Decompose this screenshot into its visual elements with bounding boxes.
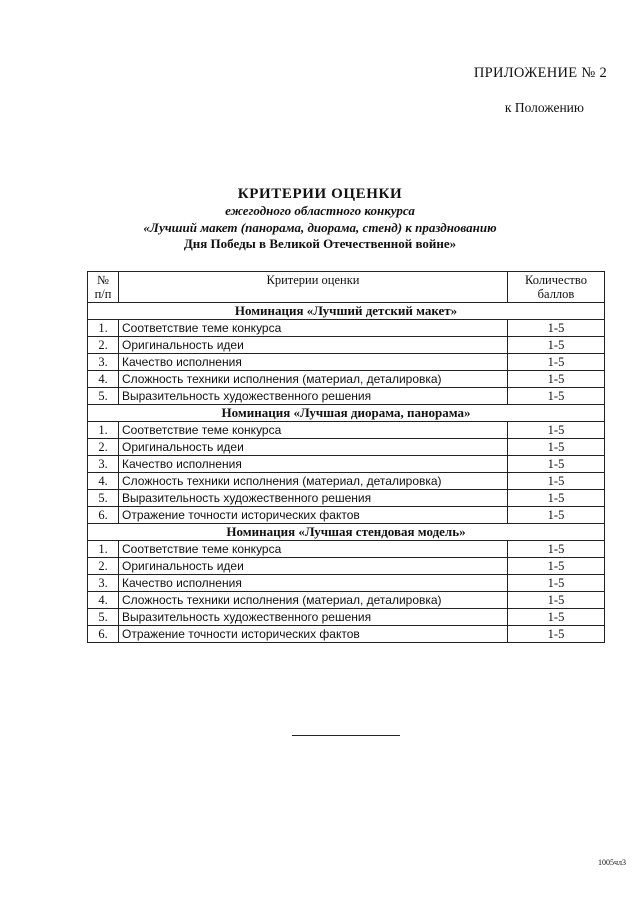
score-range: 1-5 <box>508 609 605 626</box>
page-code: 1005чл3 <box>597 858 626 867</box>
score-range: 1-5 <box>508 354 605 371</box>
table-row <box>88 541 605 558</box>
table-row <box>88 388 605 405</box>
score-range: 1-5 <box>508 337 605 354</box>
row-number: 6. <box>88 626 119 643</box>
criterion-text: Отражение точности исторических фактов <box>119 626 508 643</box>
header-num: № п/п <box>88 272 119 303</box>
criterion-text: Выразительность художественного решения <box>119 490 508 507</box>
criterion-text: Качество исполнения <box>119 575 508 592</box>
score-range: 1-5 <box>508 320 605 337</box>
signature-line <box>292 735 400 736</box>
title-subtitle: ежегодного областного конкурса <box>225 203 415 218</box>
nomination-row <box>88 524 605 541</box>
title-contest-name-cont: Дня Победы в Великой Отечественной войне» <box>183 236 457 251</box>
score-range: 1-5 <box>508 592 605 609</box>
row-number: 4. <box>88 592 119 609</box>
table-row <box>88 371 605 388</box>
table-row <box>88 626 605 643</box>
row-number: 3. <box>88 456 119 473</box>
table-row <box>88 354 605 371</box>
row-number: 5. <box>88 388 119 405</box>
score-range: 1-5 <box>508 507 605 524</box>
table-row <box>88 422 605 439</box>
table-row <box>88 490 605 507</box>
header-criteria: Критерии оценки <box>119 272 508 303</box>
title-contest-name: «Лучший макет (панорама, диорама, стенд) к празднованию <box>143 219 497 235</box>
table-row <box>88 558 605 575</box>
table-row <box>88 456 605 473</box>
row-number: 5. <box>88 490 119 507</box>
criterion-text: Сложность техники исполнения (материал, деталировка) <box>119 371 508 388</box>
score-range: 1-5 <box>508 371 605 388</box>
row-number: 5. <box>88 609 119 626</box>
criteria-body <box>88 303 605 643</box>
table-row <box>88 320 605 337</box>
criterion-text: Выразительность художественного решения <box>119 388 508 405</box>
criterion-text: Качество исполнения <box>119 456 508 473</box>
table-row <box>88 507 605 524</box>
title-main: КРИТЕРИИ ОЦЕНКИ <box>237 186 403 202</box>
criteria-table <box>87 271 605 643</box>
table-row <box>88 473 605 490</box>
criterion-text: Оригинальность идеи <box>119 439 508 456</box>
table-row <box>88 609 605 626</box>
row-number: 3. <box>88 354 119 371</box>
criterion-text: Соответствие теме конкурса <box>119 320 508 337</box>
criterion-text: Соответствие теме конкурса <box>119 422 508 439</box>
appendix-label: ПРИЛОЖЕНИЕ № 2 <box>473 65 607 81</box>
score-range: 1-5 <box>508 456 605 473</box>
score-range: 1-5 <box>508 575 605 592</box>
row-number: 1. <box>88 541 119 558</box>
nomination-title: Номинация «Лучшая стендовая модель» <box>88 524 605 541</box>
criterion-text: Соответствие теме конкурса <box>119 541 508 558</box>
score-range: 1-5 <box>508 558 605 575</box>
regulation-reference: к Положению <box>504 100 584 115</box>
score-range: 1-5 <box>508 626 605 643</box>
document-title <box>0 186 640 253</box>
nomination-row <box>88 405 605 422</box>
table-row <box>88 439 605 456</box>
criterion-text: Отражение точности исторических фактов <box>119 507 508 524</box>
row-number: 2. <box>88 439 119 456</box>
criterion-text: Сложность техники исполнения (материал, деталировка) <box>119 592 508 609</box>
score-range: 1-5 <box>508 388 605 405</box>
score-range: 1-5 <box>508 473 605 490</box>
score-range: 1-5 <box>508 439 605 456</box>
row-number: 4. <box>88 371 119 388</box>
nomination-title: Номинация «Лучший детский макет» <box>88 303 605 320</box>
row-number: 4. <box>88 473 119 490</box>
score-range: 1-5 <box>508 541 605 558</box>
table-row <box>88 592 605 609</box>
criterion-text: Качество исполнения <box>119 354 508 371</box>
table-row <box>88 337 605 354</box>
row-number: 3. <box>88 575 119 592</box>
criterion-text: Оригинальность идеи <box>119 558 508 575</box>
score-range: 1-5 <box>508 490 605 507</box>
nomination-row <box>88 303 605 320</box>
row-number: 2. <box>88 337 119 354</box>
nomination-title: Номинация «Лучшая диорама, панорама» <box>88 405 605 422</box>
row-number: 2. <box>88 558 119 575</box>
table-row <box>88 575 605 592</box>
row-number: 6. <box>88 507 119 524</box>
criterion-text: Сложность техники исполнения (материал, деталировка) <box>119 473 508 490</box>
table-header-row <box>88 272 605 303</box>
row-number: 1. <box>88 422 119 439</box>
header-score: Количество баллов <box>508 272 605 303</box>
score-range: 1-5 <box>508 422 605 439</box>
row-number: 1. <box>88 320 119 337</box>
criterion-text: Оригинальность идеи <box>119 337 508 354</box>
criterion-text: Выразительность художественного решения <box>119 609 508 626</box>
